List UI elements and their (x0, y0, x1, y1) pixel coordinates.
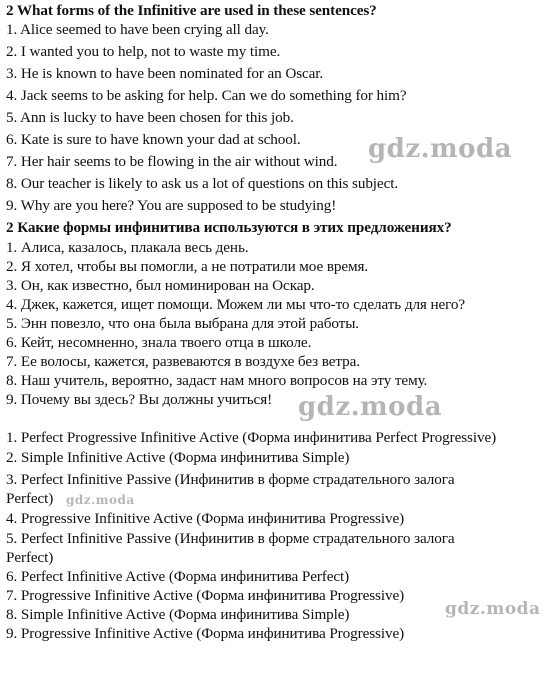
watermark: gdz.moda (298, 392, 443, 422)
watermark: gdz.moda (66, 493, 135, 507)
sentence-en: 3. He is known to have been nominated for an Oscar. (6, 65, 324, 82)
answer-line: 6. Perfect Infinitive Active (Форма инфинитива Perfect) (6, 568, 350, 585)
sentence-en: 7. Her hair seems to be flowing in the air without wind. (6, 153, 338, 170)
sentence-ru: 6. Кейт, несомненно, знала твоего отца в школе. (6, 334, 312, 351)
answer-line: 4. Progressive Infinitive Active (Форма инфинитива Progressive) (6, 510, 405, 527)
watermark: gdz.moda (445, 599, 541, 619)
sentence-ru: 3. Он, как известно, был номинирован на Оскар. (6, 277, 315, 294)
answer-line: 1. Perfect Progressive Infinitive Active (Форма инфинитива Perfect Progressive) (6, 429, 497, 446)
sentence-ru: 2. Я хотел, чтобы вы помогли, а не потратили мое время. (6, 258, 369, 275)
answer-line: 5. Perfect Infinitive Passive (Инфинитив в форме страдательного залога (6, 530, 455, 547)
sentence-en: 6. Kate is sure to have known your dad at school. (6, 131, 301, 148)
sentence-ru: 4. Джек, кажется, ищет помощи. Можем ли мы что-то сделать для него? (6, 296, 466, 313)
answer-line: 3. Perfect Infinitive Passive (Инфинитив в форме страдательного залога (6, 471, 455, 488)
sentence-ru: 1. Алиса, казалось, плакала весь день. (6, 239, 249, 256)
answer-line: 9. Progressive Infinitive Active (Форма инфинитива Progressive) (6, 625, 405, 642)
sentence-en: 2. I wanted you to help, not to waste my time. (6, 43, 281, 60)
section-ru-heading: 2 Какие формы инфинитива используются в этих предложениях? (6, 219, 452, 236)
answer-line: 8. Simple Infinitive Active (Форма инфинитива Simple) (6, 606, 350, 623)
section-en-heading: 2 What forms of the Infinitive are used in these sentences? (6, 2, 377, 19)
watermark: gdz.moda (368, 134, 513, 164)
sentence-ru: 9. Почему вы здесь? Вы должны учиться! (6, 391, 273, 408)
sentence-en: 9. Why are you here? You are supposed to be studying! (6, 197, 337, 214)
sentence-en: 8. Our teacher is likely to ask us a lot of questions on this subject. (6, 175, 399, 192)
answer-line: Perfect) (6, 549, 54, 566)
answer-line: 7. Progressive Infinitive Active (Форма инфинитива Progressive) (6, 587, 405, 604)
sentence-en: 4. Jack seems to be asking for help. Can we do something for him? (6, 87, 407, 104)
answer-line: Perfect) (6, 490, 54, 507)
sentence-ru: 7. Ее волосы, кажется, развеваются в воздухе без ветра. (6, 353, 360, 370)
sentence-ru: 8. Наш учитель, вероятно, задаст нам много вопросов на эту тему. (6, 372, 428, 389)
sentence-ru: 5. Энн повезло, что она была выбрана для этой работы. (6, 315, 359, 332)
sentence-en: 1. Alice seemed to have been crying all day. (6, 21, 269, 38)
answer-line: 2. Simple Infinitive Active (Форма инфинитива Simple) (6, 449, 350, 466)
sentence-en: 5. Ann is lucky to have been chosen for this job. (6, 109, 294, 126)
